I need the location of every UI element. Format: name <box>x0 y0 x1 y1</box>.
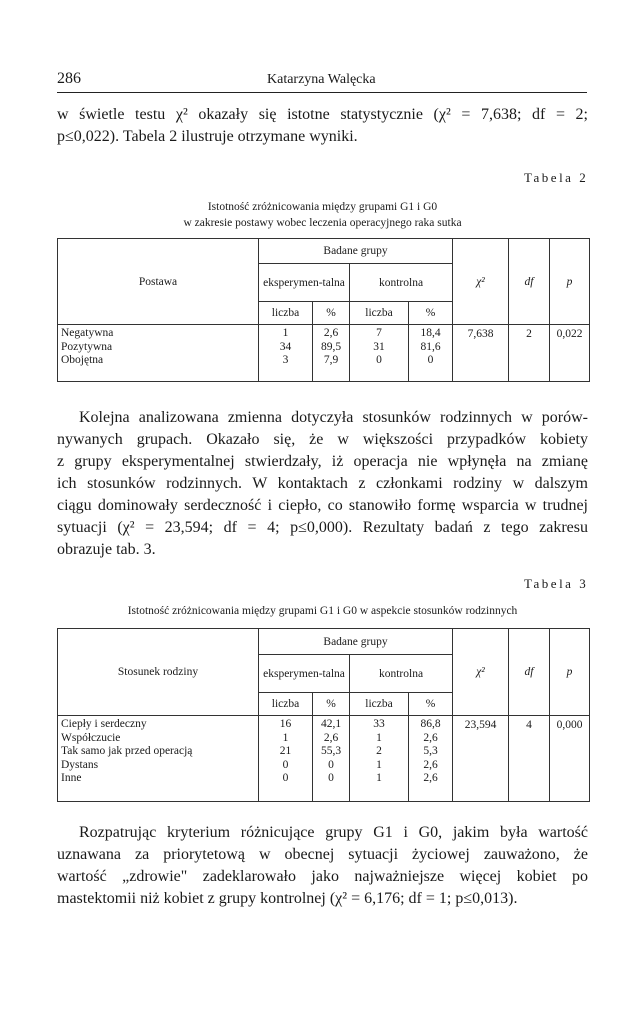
table-2 <box>57 238 590 382</box>
table-cell: 1 <box>282 731 289 744</box>
table-cell: 0 <box>282 758 289 771</box>
table-cell: 0 <box>328 758 334 771</box>
table-cell: 33 <box>373 718 385 730</box>
control-count-cells <box>350 716 409 802</box>
caption-line: Istotność zróżnicowania między grupami G1 i G0 w aspekcie stosunków rodzinnych <box>127 605 518 617</box>
table-cell: 0 <box>282 772 289 784</box>
table-cell: 42,1 <box>320 718 342 730</box>
column-header-p: p <box>550 239 590 325</box>
p-value: 0,000 <box>550 716 590 802</box>
page-header <box>57 70 587 93</box>
control-count-cells <box>350 325 409 382</box>
column-header-df: df <box>509 239 550 325</box>
row-label: Dystans <box>61 758 99 771</box>
table-2-caption <box>57 199 588 231</box>
table-cell: 7,9 <box>323 354 339 366</box>
row-labels <box>58 325 259 382</box>
table-cell: 18,4 <box>420 327 441 339</box>
paragraph-3 <box>57 822 588 910</box>
column-header-control: kontrolna <box>350 264 453 302</box>
table-cell: 5,3 <box>423 745 438 757</box>
row-label: Pozytywna <box>61 340 113 353</box>
control-percent-cells <box>409 716 453 802</box>
table-cell: 0 <box>376 354 382 366</box>
table-cell: 86,8 <box>420 718 441 730</box>
paragraph-line: Rozpatrując kryterium różnicujące grupy G1 i G0, jakim była wartość <box>79 824 588 841</box>
table-cell: 1 <box>282 327 289 339</box>
chi2-value: 23,594 <box>453 716 509 802</box>
table-cell: 2,6 <box>423 758 438 771</box>
column-header-stosunek: Stosunek rodziny <box>58 629 259 716</box>
table-cell: 81,6 <box>420 340 441 353</box>
table-cell: 31 <box>373 340 385 353</box>
column-header-groups: Badane grupy <box>259 629 453 655</box>
caption-line: w zakresie postawy wobec leczenia operacyjnego raka sutka <box>183 217 462 229</box>
paragraph-line: Kolejna analizowana zmienna dotyczyła stosunków rodzinnych w porów- <box>79 409 588 426</box>
subheader-percent: % <box>409 302 453 325</box>
paragraph-line: w świetle testu χ² okazały się istotne statystycznie (χ² = 7,638; df = 2; <box>57 106 588 123</box>
column-header-experimental: eksperymen-talna <box>259 655 350 693</box>
table-cell: 0 <box>427 354 434 366</box>
column-header-chi2: χ² <box>453 239 509 325</box>
paragraph-line: nywanych grupach. Okazało się, że w większości przypadków kobiety <box>57 431 588 448</box>
experimental-count-cells <box>259 325 313 382</box>
paragraph-2 <box>57 407 588 561</box>
table-cell: 7 <box>376 327 382 339</box>
table-cell: 2,6 <box>423 731 438 744</box>
paragraph-1 <box>57 104 588 148</box>
paragraph-line: obrazuje tab. 3. <box>57 541 156 558</box>
subheader-percent: % <box>409 693 453 716</box>
subheader-percent: % <box>313 693 350 716</box>
table-2-label: Tabela 2 <box>524 170 589 185</box>
row-label: Obojętna <box>61 354 104 366</box>
subheader-percent: % <box>313 302 350 325</box>
table-cell: 34 <box>279 340 292 353</box>
table-cell: 2,6 <box>423 772 438 784</box>
column-header-experimental: eksperymen-talna <box>259 264 350 302</box>
table-cell: 2,6 <box>323 731 339 744</box>
row-label: Negatywna <box>61 327 114 339</box>
table-cell: 1 <box>376 731 382 744</box>
table-cell: 89,5 <box>320 340 342 353</box>
subheader-count: liczba <box>259 302 313 325</box>
table-cell: 1 <box>376 772 382 784</box>
control-percent-cells <box>409 325 453 382</box>
paragraph-line: sytuacji (χ² = 23,594; df = 4; p≤0,000). Rezultaty badań z tego zakresu <box>57 519 588 536</box>
experimental-percent-cells <box>313 325 350 382</box>
table-cell: 21 <box>279 745 292 757</box>
caption-line: Istotność zróżnicowania między grupami G1 i G0 <box>207 201 438 213</box>
subheader-count: liczba <box>350 302 409 325</box>
table-3-caption <box>57 603 588 619</box>
column-header-p: p <box>550 629 590 716</box>
table-cell: 0 <box>328 772 334 784</box>
paragraph-line: mastektomii niż kobiet z grupy kontrolnej (χ² = 6,176; df = 1; p≤0,013). <box>57 890 518 907</box>
p-value: 0,022 <box>550 325 590 382</box>
paragraph-line: wartość „zdrowie" zadeklarowało jako najważniejsze więcej kobiet po <box>57 868 588 885</box>
row-label: Inne <box>61 772 82 784</box>
experimental-count-cells <box>259 716 313 802</box>
column-header-df: df <box>509 629 550 716</box>
subheader-count: liczba <box>259 693 313 716</box>
paragraph-line: z grupy eksperymentalnej stwierdzały, iż operacja nie wpłynęła na zmianę <box>57 453 588 470</box>
table-3 <box>57 628 590 802</box>
row-label: Współczucie <box>61 731 121 744</box>
table-cell: 55,3 <box>320 745 342 757</box>
table-3-label: Tabela 3 <box>524 576 589 591</box>
table-cell: 16 <box>279 718 292 730</box>
experimental-percent-cells <box>313 716 350 802</box>
paragraph-line: ciągu dominowały serdeczność i ciepło, co stanowiło formę wsparcia w trudnej <box>57 497 588 514</box>
table-cell: 3 <box>282 354 289 366</box>
column-header-control: kontrolna <box>350 655 453 693</box>
df-value: 4 <box>509 716 550 802</box>
paragraph-line: ich stosunków rodzinnych. W kontaktach z członkami rodziny w dalszym <box>57 475 588 492</box>
running-head: Katarzyna Walęcka <box>267 72 376 87</box>
page-number: 286 <box>57 70 81 87</box>
table-cell: 2 <box>376 745 382 757</box>
row-label: Ciepły i serdeczny <box>61 718 147 730</box>
paragraph-line: uznawana za priorytetową w obecnej sytuacji życiowej zauważono, że <box>57 846 588 863</box>
table-cell: 1 <box>376 758 382 771</box>
table-cell: 2,6 <box>323 327 339 339</box>
column-header-groups: Badane grupy <box>259 239 453 264</box>
row-label: Tak samo jak przed operacją <box>61 745 193 757</box>
column-header-chi2: χ² <box>453 629 509 716</box>
paragraph-line: p≤0,022). Tabela 2 ilustruje otrzymane wyniki. <box>57 128 358 145</box>
subheader-count: liczba <box>350 693 409 716</box>
row-labels <box>58 716 259 802</box>
column-header-postawa: Postawa <box>58 239 259 325</box>
chi2-value: 7,638 <box>453 325 509 382</box>
df-value: 2 <box>509 325 550 382</box>
